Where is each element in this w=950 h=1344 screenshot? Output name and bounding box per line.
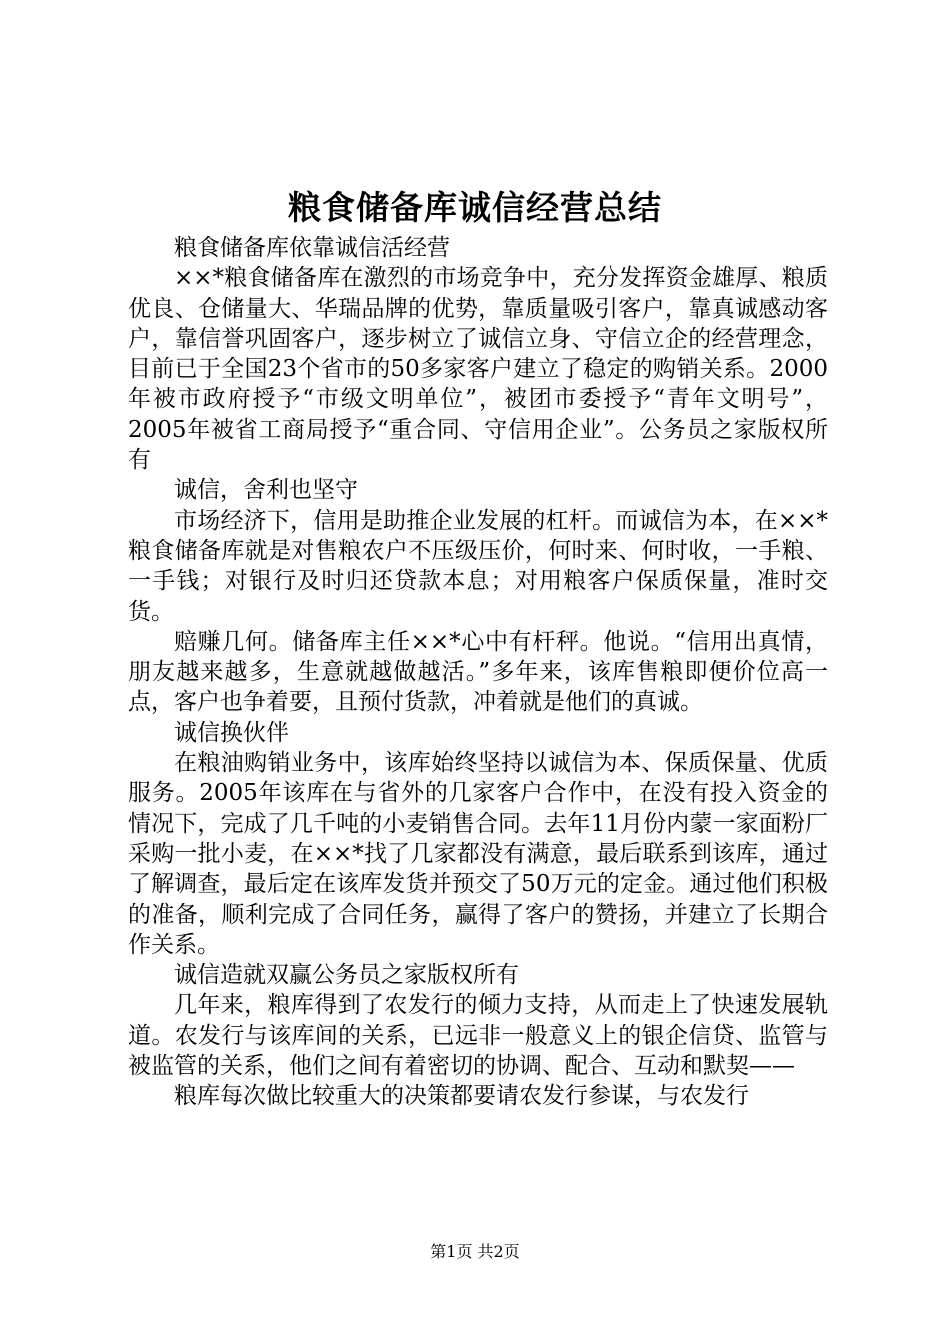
document-title: 粮食储备库诚信经营总结 [288,188,662,227]
body-paragraph: ××*粮食储备库在激烈的市场竞争中，充分发挥资金雄厚、粮质优良、仓储量大、华瑞品牌的优势，靠质量吸引客户，靠真诚感动客户，靠信誉巩固客户，逐步树立了诚信立身、守信立企的经营理念，目前已于全国23个省市的50多家客户建立了稳定的购销关系。2000年被市政府授予“市级文明单位”，被团市委授予“青年文明号”，2005年被省工商局授予“重合同、守信用企业”。公务员之家版权所有 [128,265,828,474]
document-body [128,233,828,1112]
body-paragraph: 市场经济下，信用是助推企业发展的杠杆。而诚信为本，在××*粮食储备库就是对售粮农户不压级压价，何时来、何时收，一手粮、一手钱；对银行及时归还贷款本息；对用粮客户保质保量，准时交货。 [128,507,828,625]
section-heading: 粮食储备库依靠诚信活经营 [174,235,450,261]
section-heading: 诚信，舍利也坚守 [174,477,358,504]
body-paragraph: 几年来，粮库得到了农发行的倾力支持，从而走上了快速发展轨道。农发行与该库间的关系，已远非一般意义上的银企信贷、监管与被监管的关系，他们之间有着密切的协调、配合、互动和默契—— [128,992,828,1080]
body-paragraph: 粮库每次做比较重大的决策都要请农发行参谋，与农发行 [174,1083,749,1110]
body-paragraph: 在粮油购销业务中，该库始终坚持以诚信为本、保质保量、优质服务。2005年该库在与省外的几家客户合作中，在没有投入资金的情况下，完成了几千吨的小麦销售合同。去年11月份内蒙一家面粉厂采购一批小麦，在××*找了几家都没有满意，最后联系到该库，通过了解调查，最后定在该库发货并预交了50万元的定金。通过他们积极的准备，顺利完成了合同任务，赢得了客户的赞扬，并建立了长期合作关系。 [128,750,828,958]
section-heading: 诚信换伙伴 [174,719,289,746]
section-heading: 诚信造就双赢公务员之家版权所有 [174,962,519,989]
page-footer: 第1页 共2页 [430,1242,520,1261]
body-paragraph: 赔赚几何。储备库主任××*心中有杆秤。他说。“信用出真情，朋友越来越多，生意就越做越活。”多年来，该库售粮即便价位高一点，客户也争着要，且预付货款，冲着就是他们的真诚。 [128,628,828,716]
